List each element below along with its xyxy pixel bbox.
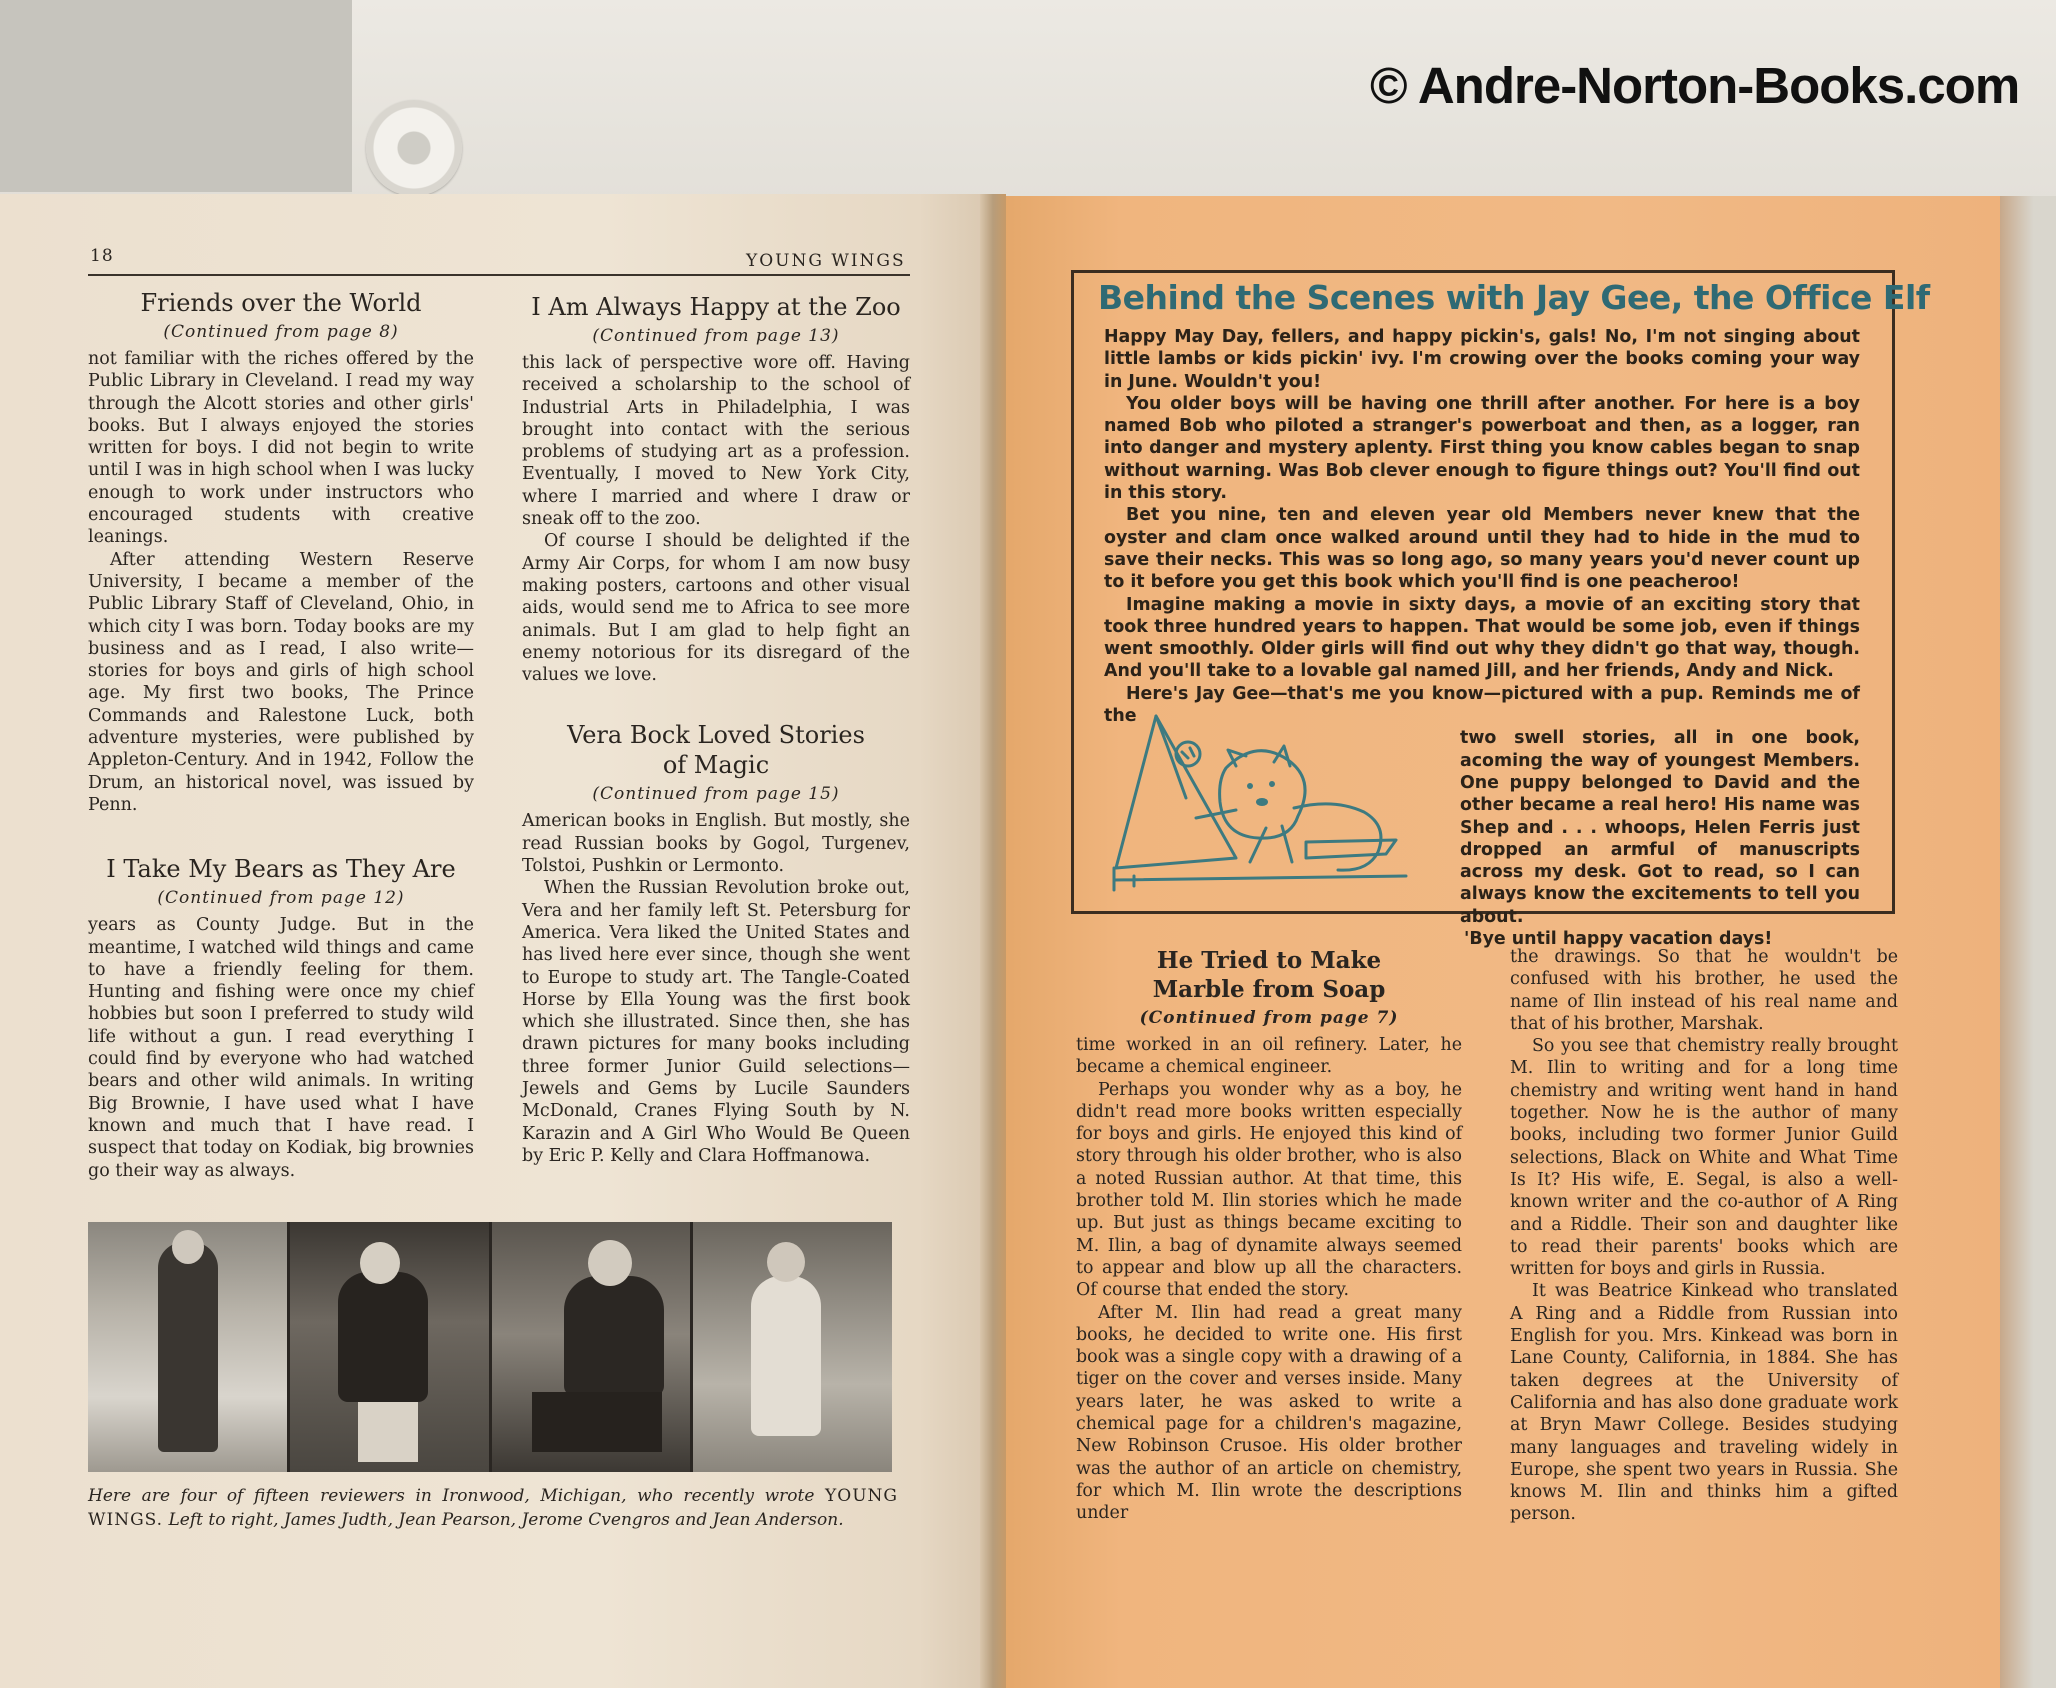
caption-text: Here are four of fifteen reviewers in Ironwood, Michigan, who recently wrote [88, 1486, 815, 1506]
article-title: He Tried to Make Marble from Soap [1152, 947, 1386, 1003]
right-column-1 [1076, 946, 1462, 1525]
box-paragraph: Imagine making a movie in sixty days, a movie of an exciting story that took three hundred years to happen. That would be some job, even if things went smoothly. Older girls will find out why they didn't go that way, though. And you'll take to a lovable gal named Jill, and her friends, Andy and Nick. [1104, 594, 1860, 682]
paragraph: After attending Western Reserve University, I became a member of the Public Library Staff of Cleveland, Ohio, in which city I was born. Today books are my business and as I read, I also write—stories for boys and girls of high school age. My first two books, The Prince Commands and Ralestone Luck, both adventure mysteries, were published by Appleton-Century. And in 1942, Follow the Drum, an historical novel, was issued by Penn. [88, 549, 474, 815]
photo-boy-with-book [492, 1222, 691, 1472]
running-title: YOUNG WINGS [746, 251, 906, 271]
page-number: 18 [90, 246, 114, 266]
continued-note: (Continued from page 15) [592, 784, 840, 805]
photo-caption [88, 1484, 898, 1532]
paragraph: It was Beatrice Kinkead who translated A Ring and a Riddle from Russian into English for you. Mrs. Kinkead was born in Lane County, California, in 1884. She has taken degrees at the University of California and has also done graduate work at Bryn Mawr College. Besides studying many languages and traveling widely in Europe, she spent two years in Russia. She knows M. Ilin and thinks him a gifted person. [1510, 1281, 1898, 1525]
paragraph: the drawings. So that he wouldn't be confused with his brother, he used the name of Ilin instead of his real name and that of his brother, Marshak. [1510, 947, 1898, 1034]
continued-note: (Continued from page 7) [1139, 1008, 1399, 1028]
paragraph: not familiar with the riches offered by the Public Library in Cleveland. I read my way through the Alcott stories and other girls' books. But I always enjoyed the stories written for boys. I did not begin to write until I was in high school when I was lucky enough to work under instructors who encouraged students with creative leanings. [88, 349, 474, 548]
box-paragraph: Here's Jay Gee—that's me you know—pictured with a pup. Reminds me of the [1104, 683, 1860, 727]
header-rule [88, 274, 910, 276]
middle-column [522, 292, 910, 1167]
continued-note: (Continued from page 12) [157, 888, 405, 909]
paragraph: After M. Ilin had read a great many books, he decided to write one. His first book was a single copy with a drawing of a tiger on the cover and verses inside. Many years later, he was asked to write a chemical page for a children's magazine, New Robinson Crusoe. His older brother was the author of an article on chemistry, for which M. Ilin wrote the descriptions under [1076, 1302, 1462, 1524]
gray-card [0, 0, 352, 192]
photo-boy-outdoors [88, 1222, 287, 1472]
paragraph: time worked in an oil refinery. Later, he became a chemical engineer. [1076, 1035, 1462, 1078]
box-paragraph: You older boys will be having one thrill after another. For here is a boy named Bob who piloted a stranger's powerboat and then, as a logger, ran into danger and mystery aplenty. First thing you know cables began to snap without warning. Was Bob clever enough to figure things out? You'll find out in this story. [1104, 393, 1860, 504]
paragraph: this lack of perspective wore off. Having received a scholarship to the school of Industrial Arts in Philadelphia, I was brought into contact with the serious problems of studying art as a profession. Eventually, I moved to New York City, where I married and where I draw or sneak off to the zoo. [522, 353, 910, 530]
article-title: Friends over the World [140, 289, 422, 317]
paragraph: So you see that chemistry really brought M. Ilin to writing and for a long time chemistry and writing went hand in hand together. Now he is the author of many books, including two former Junior Guild selections, Black on White and What Time Is It? His wife, E. Segal, is also a well-known writer and the co-author of A Ring and a Riddle. Their son and daughter like to read their parents' books which are written for boys and girls in Russia. [1510, 1036, 1898, 1280]
article-title: I Take My Bears as They Are [106, 855, 456, 884]
paragraph: When the Russian Revolution broke out, Vera and her family left St. Petersburg for America. Vera liked the United States and has lived here ever since, though she went to Europe to study art. The Tangle-Coated Horse by Ella Young was the first book which she illustrated. Since then, she has drawn pictures for many books including three former Junior Guild selections—Jewels and Gems by Lucile Saunders McDonald, Cranes Flying South by N. Karazin and A Girl Who Would Be Queen by Eric P. Kelly and Clara Hoffmanowa. [522, 878, 910, 1166]
article-title: I Am Always Happy at the Zoo [531, 293, 901, 321]
reviewer-photos [88, 1222, 892, 1472]
watermark: © Andre-Norton-Books.com [1370, 57, 2020, 114]
article-title: Vera Bock Loved Stories of Magic [567, 721, 865, 780]
caption-magazine-name: YOUNG WINGS. [88, 1486, 898, 1530]
page-edge-shadow [2000, 196, 2056, 1688]
box-paragraph: two swell stories, all in one book, acoming the way of youngest Members. One puppy belonged to David and the other became a real hero! His name was Shep and . . . whoops, Helen Ferris just dropped an armful of manuscripts across my desk. Got to read, so I can always know the excitements to tell you about. [1460, 728, 1860, 927]
photo-girl-standing [693, 1222, 892, 1472]
continued-note: (Continued from page 8) [163, 322, 399, 342]
box-signoff: 'Bye until happy vacation days! [1464, 929, 1773, 950]
box-paragraph: Bet you nine, ten and eleven year old Members never knew that the oyster and clam once walked around until they had to hide in the mud to save their necks. This was so long ago, so many years you'd never count up to it before you get this book which you'll find is one peacheroo! [1104, 505, 1860, 593]
paragraph: years as County Judge. But in the meantime, I watched wild things and came to have a friendly feeling for them. Hunting and fishing were once my chief hobbies but soon I preferred to study wild life without a gun. I read everything I could find by everyone who had watched bears and other wild animals. In writing Big Brownie, I have used what I have known and much that I have read. I suspect that today on Kodiak, big brownies go their way as always. [88, 915, 474, 1181]
left-column [88, 288, 474, 1182]
paragraph: Of course I should be delighted if the Army Air Corps, for whom I am now busy making posters, cartoons and other visual aids, would send me to Africa to see more animals. But I am glad to help fight an enemy notorious for its disregard of the values we love. [522, 531, 910, 686]
box-paragraph: Happy May Day, fellers, and happy pickin's, gals! No, I'm not singing about little lambs or kids pickin' ivy. I'm crowing over the books coming your way in June. Wouldn't you! [1104, 327, 1860, 392]
grommet-ring [366, 100, 462, 196]
box-title: Behind the Scenes with Jay Gee, the Office Elf [1098, 278, 1930, 317]
caption-names: Left to right, James Judth, Jean Pearson, Jerome Cvengros and Jean Anderson. [168, 1510, 844, 1530]
right-column-2 [1510, 946, 1898, 1526]
continued-note: (Continued from page 13) [592, 326, 840, 346]
paragraph: Perhaps you wonder why as a boy, he didn't read more books written especially for boys and girls. He enjoyed this kind of story through his older brother, who is also a noted Russian author. At that time, this brother told M. Ilin stories which he made up. But just as things became exciting to M. Ilin, a bag of dynamite always seemed to appear and blow up all the characters. Of course that ended the story. [1076, 1079, 1462, 1301]
elf-and-pup-drawing [1106, 708, 1436, 898]
photo-girl-reading [290, 1222, 489, 1472]
paragraph: American books in English. But mostly, she read Russian books by Gogol, Turgenev, Tolstoi, Pushkin or Lermonto. [522, 811, 910, 877]
spine-fold [980, 194, 1006, 1688]
